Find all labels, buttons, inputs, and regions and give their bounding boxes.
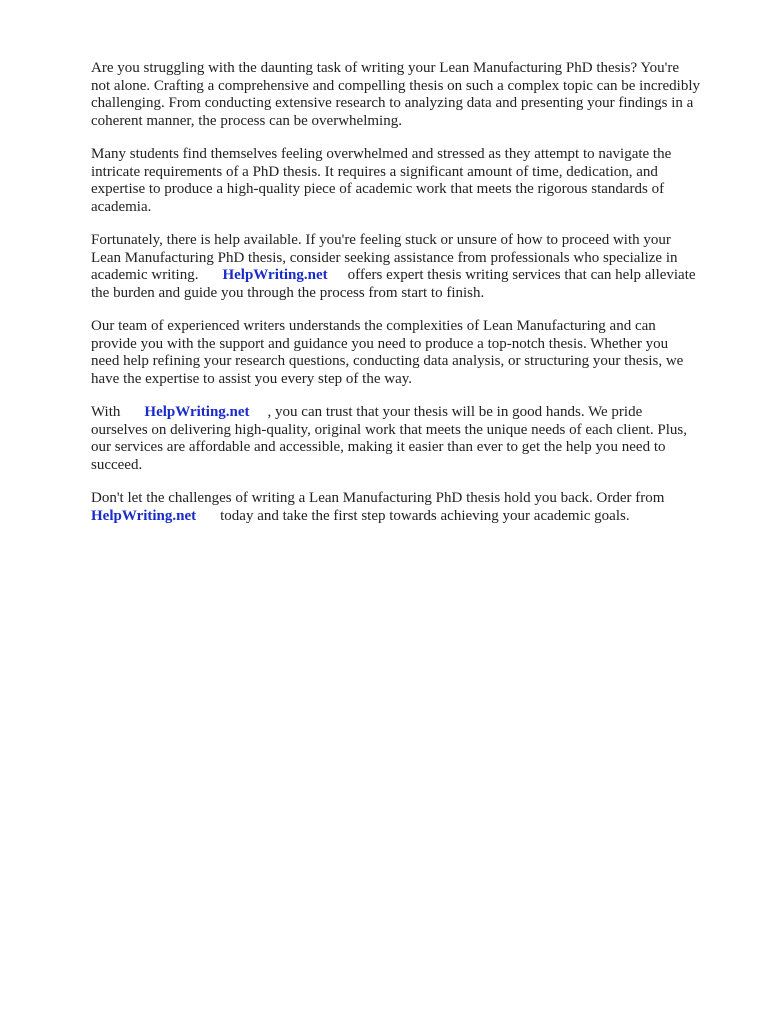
paragraph-trust <box>91 404 723 474</box>
paragraph-team <box>91 318 723 388</box>
text-line: need help refining your research questions, conducting data analysis, or structuring your thesis, we <box>91 353 684 369</box>
document-body <box>91 60 723 541</box>
text-line: the burden and guide you through the process from start to finish. <box>91 284 485 301</box>
text-line: Don't let the challenges of writing a Lean Manufacturing PhD thesis hold you back. Order from <box>91 490 665 506</box>
text-line-with-link <box>91 267 723 285</box>
text-line: have the expertise to assist you every step of the way. <box>91 370 413 387</box>
text-fragment: today and take the first step towards achieving your academic goals. <box>220 507 630 524</box>
text-line: ourselves on delivering high-quality, original work that meets the unique needs of each client. Plus, <box>91 421 687 438</box>
helpwriting-link[interactable]: HelpWriting.net <box>222 267 328 283</box>
text-line: Many students find themselves feeling overwhelmed and stressed as they attempt to navigate the <box>91 146 672 162</box>
text-line-with-link <box>91 508 723 526</box>
text-fragment: With <box>91 404 121 420</box>
paragraph-call-to-action <box>91 490 723 525</box>
text-line: not alone. Crafting a comprehensive and compelling thesis on such a complex topic can be incredibly <box>91 77 700 94</box>
text-fragment: academic writing. <box>91 267 199 283</box>
text-line: intricate requirements of a PhD thesis. It requires a significant amount of time, dedication, and <box>91 163 658 180</box>
text-line: succeed. <box>91 456 143 473</box>
helpwriting-link[interactable]: HelpWriting.net <box>144 404 250 420</box>
text-line: challenging. From conducting extensive research to analyzing data and presenting your findings in a <box>91 95 694 111</box>
paragraph-struggles <box>91 146 723 216</box>
text-fragment: offers expert thesis writing services that can help alleviate <box>347 267 696 283</box>
paragraph-intro <box>91 60 723 130</box>
helpwriting-link[interactable]: HelpWriting.net <box>91 507 197 524</box>
text-line: Fortunately, there is help available. If you're feeling stuck or unsure of how to proceed with your <box>91 232 671 248</box>
text-line: Lean Manufacturing PhD thesis, consider seeking assistance from professionals who specialize in <box>91 249 678 266</box>
text-line: Are you struggling with the daunting task of writing your Lean Manufacturing PhD thesis? You're <box>91 60 680 76</box>
text-fragment: , you can trust that your thesis will be in good hands. We pride <box>267 404 643 420</box>
text-line-with-link <box>91 404 723 422</box>
paragraph-help-available <box>91 232 723 302</box>
text-line: our services are affordable and accessible, making it easier than ever to get the help you need to <box>91 439 666 455</box>
text-line: expertise to produce a high-quality piece of academic work that meets the rigorous standards of <box>91 181 665 197</box>
text-line: coherent manner, the process can be overwhelming. <box>91 112 402 129</box>
text-line: academia. <box>91 198 152 215</box>
text-line: Our team of experienced writers understands the complexities of Lean Manufacturing and can <box>91 318 656 334</box>
text-line: provide you with the support and guidance you need to produce a top-notch thesis. Whether you <box>91 335 669 352</box>
